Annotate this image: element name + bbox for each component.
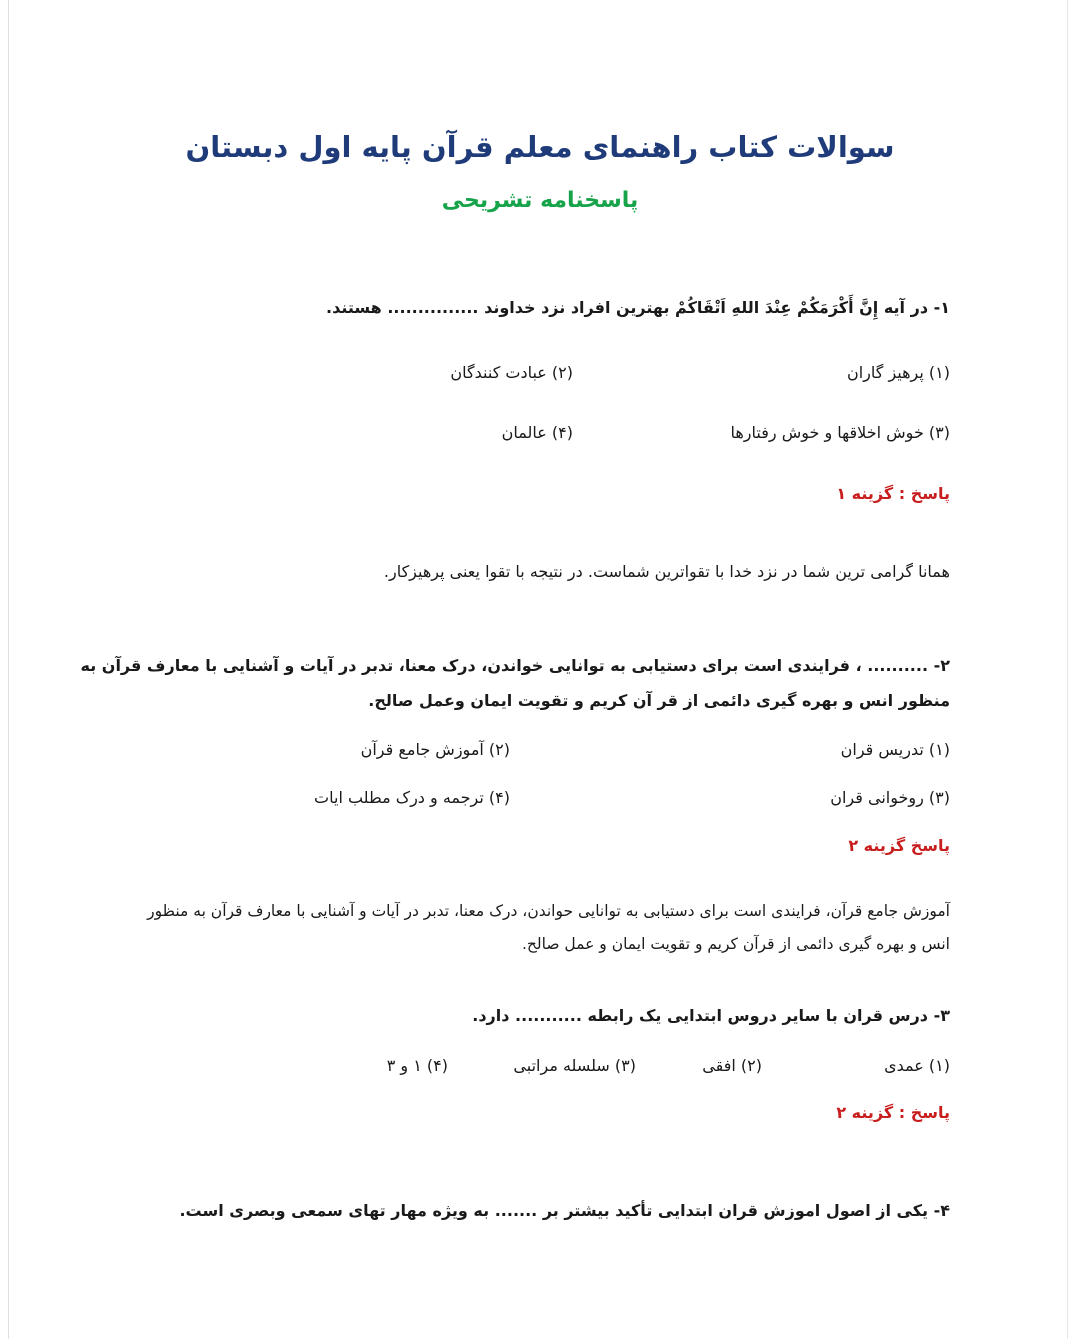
question-3-option-1: (۱) عمدی <box>884 1056 950 1075</box>
question-3-option-2: (۲) افقی <box>702 1056 762 1075</box>
page-subtitle: پاسخنامه تشریحی <box>441 188 639 213</box>
question-2-option-2: (۲) آموزش جامع قرآن <box>360 740 510 759</box>
question-3-option-3: (۳) سلسله مراتبی <box>513 1056 636 1075</box>
question-3-answer: پاسخ : گزینه ۲ <box>836 1103 950 1122</box>
question-3-option-4: (۴) ۱ و ۳ <box>386 1056 448 1075</box>
question-1-option-4: (۴) عالمان <box>501 423 573 442</box>
question-3-text: ۳- درس قران با سایر دروس ابتدایی یک رابطه ........... دارد. <box>472 1006 950 1025</box>
question-2-text-line-1: ۲- .......... ، فرایندی است برای دستیابی به توانایی خواندن، درک معنا، تدبر در آیات و آشنایی با معارف قرآن به <box>80 656 950 675</box>
page-title: سوالات کتاب راهنمای معلم قرآن پایه اول دبستان <box>185 130 895 164</box>
question-2-explanation-line-1: آموزش جامع قرآن، فرایندی است برای دستیابی به توانایی حواندن، درک معنا، تدبر در آیات و آشنایی با معارف قرآن به منظور <box>147 901 950 920</box>
question-4-text: ۴- یکی از اصول اموزش قران ابتدایی تأکید بیشتر بر ....... به ویژه مهار تهای سمعی وبصری است. <box>179 1201 950 1220</box>
question-1-text: ۱- در آیه إِنَّ أَكْرَمَكُمْ عِنْدَ اللهِ اَتْقَاكُمْ بهترین افراد نزد خداوند ............... هستند. <box>326 298 950 317</box>
question-2-explanation-line-2: انس و بهره گیری دائمی از قرآن کریم و تقویت ایمان و عمل صالح. <box>521 934 950 953</box>
question-1-explanation: همانا گرامی ترین شما در نزد خدا با تقواترین شماست. در نتیجه با تقوا یعنی پرهیزکار. <box>383 562 950 581</box>
question-2-answer: پاسخ گزینه ۲ <box>848 836 950 855</box>
question-1-option-1: (۱) پرهیز گاران <box>846 363 950 382</box>
question-2-option-3: (۳) روخوانی قران <box>830 788 950 807</box>
question-2-option-1: (۱) تدریس قران <box>840 740 950 759</box>
question-2-option-4: (۴) ترجمه و درک مطلب ایات <box>314 788 510 807</box>
question-1-answer: پاسخ : گزینه ۱ <box>836 484 950 503</box>
question-1-option-3: (۳) خوش اخلاقها و خوش رفتارها <box>730 423 950 442</box>
question-1-option-2: (۲) عبادت کنندگان <box>450 363 573 382</box>
question-2-text-line-2: منظور انس و بهره گیری دائمی از قر آن کریم و تقویت ایمان وعمل صالح. <box>368 691 950 710</box>
